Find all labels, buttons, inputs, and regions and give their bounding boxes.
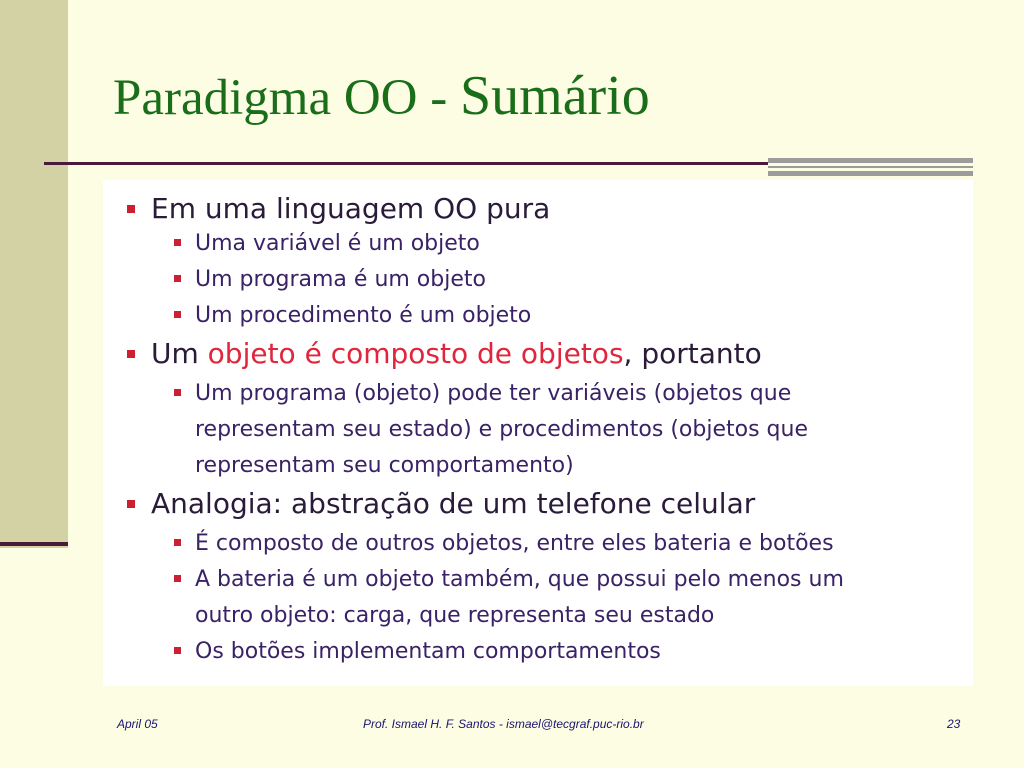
bullet-square-icon bbox=[127, 205, 135, 213]
sub-bullet-item bbox=[195, 634, 661, 670]
left-band-divider bbox=[0, 542, 68, 546]
slide-title bbox=[113, 65, 650, 127]
bullet-square-icon bbox=[174, 311, 181, 318]
sub-bullet-continuation bbox=[195, 598, 714, 634]
bullet-text-pre: Um bbox=[151, 337, 208, 370]
sub-bullet-text: Os botões implementam comportamentos bbox=[195, 639, 661, 664]
bullet-square-icon bbox=[174, 647, 181, 654]
bullet-square-icon bbox=[174, 575, 181, 582]
sub-bullet-text: A bateria é um objeto também, que possui pelo menos um bbox=[195, 567, 844, 592]
sub-bullet-item bbox=[195, 262, 486, 298]
bullet-text: Em uma linguagem OO pura bbox=[151, 192, 551, 225]
title-part1: Paradigma OO - bbox=[113, 70, 460, 126]
left-decorative-band bbox=[0, 0, 68, 548]
bullet-text-post: , portanto bbox=[623, 337, 762, 370]
sub-bullet-text: Um procedimento é um objeto bbox=[195, 303, 532, 328]
rule-bar bbox=[768, 158, 973, 163]
sub-bullet-text: representam seu comportamento) bbox=[195, 453, 574, 478]
bullet-text: Analogia: abstração de um telefone celular bbox=[151, 487, 756, 520]
bullet-square-icon bbox=[127, 350, 135, 358]
footer-date: April 05 bbox=[117, 717, 158, 731]
sub-bullet-text: representam seu estado) e procedimentos (objetos que bbox=[195, 417, 808, 442]
title-underline bbox=[44, 162, 768, 165]
bullet-item bbox=[151, 487, 755, 521]
footer-author: Prof. Ismael H. F. Santos - ismael@tecgraf.puc-rio.br bbox=[363, 717, 644, 731]
bullet-square-icon bbox=[127, 500, 135, 508]
sub-bullet-text: outro objeto: carga, que representa seu estado bbox=[195, 603, 715, 628]
content-box bbox=[103, 180, 973, 686]
rule-bar bbox=[768, 166, 973, 168]
sub-bullet-item bbox=[195, 376, 791, 412]
bullet-item bbox=[151, 192, 550, 226]
sub-bullet-text: É composto de outros objetos, entre eles bateria e botões bbox=[195, 531, 834, 556]
rule-bar bbox=[768, 171, 973, 176]
sub-bullet-item bbox=[195, 298, 531, 334]
footer-page-number: 23 bbox=[947, 717, 961, 731]
bullet-item bbox=[151, 337, 762, 371]
bullet-square-icon bbox=[174, 389, 181, 396]
sub-bullet-item bbox=[195, 226, 480, 262]
bullet-text-highlight: objeto é composto de objetos bbox=[207, 337, 624, 370]
title-rule-bars bbox=[768, 158, 973, 180]
bullet-square-icon bbox=[174, 275, 181, 282]
bullet-square-icon bbox=[174, 239, 181, 246]
sub-bullet-continuation bbox=[195, 412, 808, 448]
sub-bullet-text: Uma variável é um objeto bbox=[195, 231, 480, 256]
sub-bullet-item bbox=[195, 562, 844, 598]
sub-bullet-text: Um programa é um objeto bbox=[195, 267, 486, 292]
sub-bullet-text: Um programa (objeto) pode ter variáveis (objetos que bbox=[195, 381, 792, 406]
sub-bullet-continuation bbox=[195, 448, 574, 484]
title-part2: Sumário bbox=[460, 65, 650, 127]
sub-bullet-item bbox=[195, 526, 834, 562]
bullet-square-icon bbox=[174, 539, 181, 546]
